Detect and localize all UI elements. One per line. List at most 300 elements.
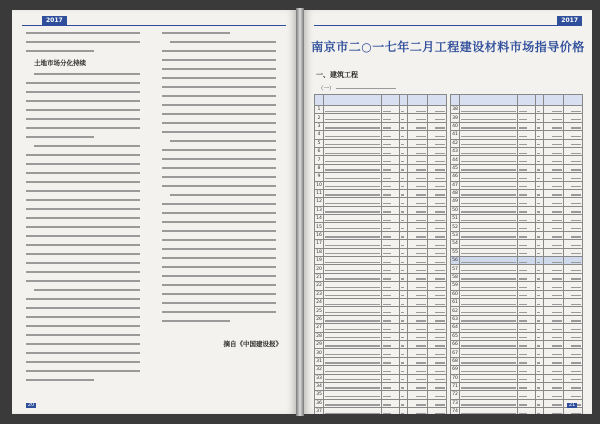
table-row	[451, 399, 583, 407]
table-cell	[460, 223, 518, 231]
table-row	[315, 131, 447, 139]
table-cell	[400, 248, 408, 256]
row-number: 11	[316, 191, 322, 197]
row-number: 58	[452, 275, 458, 280]
table-header-price-incl-tax	[544, 95, 564, 106]
table-cell	[428, 340, 447, 348]
table-cell	[408, 349, 428, 357]
row-number: 8	[315, 164, 324, 172]
table-cell	[428, 307, 447, 315]
table-cell	[382, 257, 400, 265]
table-cell	[408, 131, 428, 139]
table-cell	[460, 273, 518, 281]
table-row	[451, 257, 583, 265]
table-row	[451, 408, 583, 414]
row-number: 19	[316, 258, 322, 264]
table-cell	[564, 173, 583, 181]
table-cell	[428, 131, 447, 139]
table-cell	[400, 273, 408, 281]
table-cell	[536, 173, 544, 181]
table-cell	[518, 298, 536, 306]
table-cell	[400, 164, 408, 172]
table-cell	[536, 139, 544, 147]
table-cell	[460, 399, 518, 407]
table-cell	[324, 366, 382, 374]
table-cell	[408, 139, 428, 147]
table-cell	[382, 173, 400, 181]
table-cell	[324, 399, 382, 407]
table-row	[315, 307, 447, 315]
table-cell	[400, 114, 408, 122]
table-cell	[536, 181, 544, 189]
row-number: 68	[452, 358, 458, 364]
table-cell	[408, 298, 428, 306]
table-row	[315, 332, 447, 340]
table-cell	[536, 290, 544, 298]
table-cell	[460, 366, 518, 374]
row-number: 29	[316, 342, 322, 348]
table-cell	[564, 382, 583, 390]
table-cell	[460, 298, 518, 306]
row-number: 3	[315, 122, 324, 130]
table-cell	[564, 139, 583, 147]
table-cell	[382, 357, 400, 365]
table-cell	[428, 114, 447, 122]
row-number: 42	[452, 140, 458, 146]
table-cell	[408, 290, 428, 298]
table-cell	[428, 257, 447, 265]
table-cell	[544, 290, 564, 298]
table-cell	[408, 265, 428, 273]
table-cell	[536, 374, 544, 382]
table-cell	[518, 231, 536, 239]
price-table-left	[314, 94, 447, 414]
table-cell	[460, 215, 518, 223]
table-header-price-excl-tax	[564, 95, 583, 106]
table-cell	[460, 206, 518, 214]
table-cell	[408, 223, 428, 231]
table-cell	[460, 164, 518, 172]
table-cell	[400, 147, 408, 155]
table-cell	[544, 223, 564, 231]
table-cell	[408, 231, 428, 239]
table-cell	[408, 181, 428, 189]
table-row	[315, 257, 447, 265]
table-cell	[536, 332, 544, 340]
table-cell	[564, 408, 583, 414]
table-cell	[400, 156, 408, 164]
table-cell	[408, 257, 428, 265]
table-cell	[518, 114, 536, 122]
table-cell	[428, 173, 447, 181]
table-cell	[428, 298, 447, 306]
table-row	[451, 332, 583, 340]
table-cell	[518, 382, 536, 390]
table-cell	[544, 164, 564, 172]
table-cell	[408, 248, 428, 256]
table-cell	[564, 215, 583, 223]
table-cell	[428, 408, 447, 414]
table-cell	[400, 122, 408, 130]
table-cell	[382, 248, 400, 256]
table-cell	[564, 290, 583, 298]
table-cell	[428, 391, 447, 399]
table-cell	[324, 164, 382, 172]
row-number: 4	[315, 131, 324, 139]
table-cell	[518, 198, 536, 206]
table-cell	[460, 282, 518, 290]
table-row	[451, 290, 583, 298]
table-cell	[536, 198, 544, 206]
table-row	[315, 231, 447, 239]
table-cell	[536, 298, 544, 306]
table-cell	[428, 332, 447, 340]
table-row	[451, 164, 583, 172]
table-cell	[460, 240, 518, 248]
table-cell	[564, 122, 583, 130]
table-cell	[536, 324, 544, 332]
table-cell	[518, 106, 536, 114]
table-cell	[544, 399, 564, 407]
table-cell	[564, 332, 583, 340]
table-cell	[564, 265, 583, 273]
table-cell	[408, 206, 428, 214]
table-cell	[544, 340, 564, 348]
table-cell	[518, 139, 536, 147]
table-cell	[544, 366, 564, 374]
table-cell	[382, 349, 400, 357]
row-number: 9	[315, 173, 324, 181]
table-cell	[544, 189, 564, 197]
table-cell	[324, 307, 382, 315]
table-header-name	[460, 95, 518, 106]
row-number: 55	[452, 249, 458, 255]
table-cell	[408, 156, 428, 164]
table-cell	[536, 307, 544, 315]
table-cell	[400, 349, 408, 357]
table-cell	[428, 324, 447, 332]
table-cell	[544, 273, 564, 281]
row-number: 27	[316, 325, 322, 331]
row-number: 53	[452, 233, 458, 239]
table-cell	[400, 315, 408, 323]
table-cell	[536, 340, 544, 348]
table-cell	[460, 324, 518, 332]
table-row	[315, 223, 447, 231]
table-cell	[460, 106, 518, 114]
table-cell	[428, 223, 447, 231]
table-cell	[324, 198, 382, 206]
table-cell	[544, 131, 564, 139]
page-number: 20	[27, 402, 35, 408]
table-cell	[324, 349, 382, 357]
row-number: 10	[316, 182, 322, 188]
table-cell	[324, 265, 382, 273]
table-cell	[460, 307, 518, 315]
table-cell	[564, 366, 583, 374]
table-cell	[428, 349, 447, 357]
table-cell	[460, 173, 518, 181]
row-number: 25	[316, 308, 322, 314]
table-cell	[460, 374, 518, 382]
table-cell	[460, 349, 518, 357]
table-cell	[564, 248, 583, 256]
table-header-no	[451, 95, 460, 106]
table-cell	[382, 265, 400, 273]
table-cell	[408, 240, 428, 248]
table-row	[451, 349, 583, 357]
table-row	[451, 340, 583, 348]
table-cell	[536, 106, 544, 114]
table-cell	[382, 240, 400, 248]
table-cell	[408, 198, 428, 206]
row-number: 5	[315, 139, 324, 147]
table-cell	[544, 265, 564, 273]
table-cell	[408, 374, 428, 382]
table-cell	[428, 189, 447, 197]
table-cell	[564, 298, 583, 306]
row-number: 33	[316, 375, 322, 381]
table-cell	[518, 391, 536, 399]
table-cell	[324, 332, 382, 340]
table-cell	[400, 181, 408, 189]
table-cell	[408, 189, 428, 197]
table-cell	[382, 139, 400, 147]
table-cell	[536, 315, 544, 323]
table-cell	[428, 240, 447, 248]
table-cell	[400, 374, 408, 382]
table-row	[451, 382, 583, 390]
table-cell	[400, 257, 408, 265]
table-cell	[460, 181, 518, 189]
table-cell	[400, 131, 408, 139]
table-row	[315, 106, 447, 114]
table-cell	[382, 122, 400, 130]
table-row	[451, 248, 583, 256]
table-cell	[428, 273, 447, 281]
table-cell	[408, 382, 428, 390]
table-cell	[460, 114, 518, 122]
table-cell	[382, 282, 400, 290]
table-header-unit	[400, 95, 408, 106]
table-cell	[544, 391, 564, 399]
row-number: 23	[316, 291, 322, 297]
table-cell	[400, 399, 408, 407]
table-cell	[400, 391, 408, 399]
table-cell	[518, 282, 536, 290]
table-row	[315, 215, 447, 223]
table-cell	[460, 147, 518, 155]
row-number: 60	[452, 291, 458, 297]
table-cell	[544, 106, 564, 114]
table-cell	[408, 324, 428, 332]
left-page-footer	[26, 402, 39, 408]
row-number: 64	[452, 325, 458, 331]
spine-gutter	[296, 8, 304, 416]
row-number: 15	[316, 224, 322, 230]
table-cell	[428, 156, 447, 164]
row-number: 56	[452, 258, 458, 264]
table-row	[451, 215, 583, 223]
row-number: 31	[316, 358, 322, 364]
row-number: 32	[316, 367, 322, 373]
table-cell	[408, 408, 428, 414]
table-cell	[382, 332, 400, 340]
table-cell	[536, 131, 544, 139]
row-number: 14	[316, 216, 322, 222]
table-cell	[564, 206, 583, 214]
row-number: 48	[452, 191, 458, 197]
table-cell	[428, 206, 447, 214]
table-cell	[460, 408, 518, 414]
table-row	[451, 366, 583, 374]
table-cell	[564, 131, 583, 139]
table-cell	[564, 147, 583, 155]
table-cell	[564, 282, 583, 290]
row-number: 65	[452, 333, 458, 339]
table-cell	[382, 324, 400, 332]
table-cell	[428, 366, 447, 374]
table-cell	[382, 315, 400, 323]
table-cell	[324, 215, 382, 223]
table-cell	[518, 215, 536, 223]
table-row	[451, 324, 583, 332]
table-cell	[382, 223, 400, 231]
table-cell	[382, 366, 400, 374]
table-row	[451, 307, 583, 315]
table-cell	[544, 332, 564, 340]
row-number: 63	[452, 316, 458, 322]
table-cell	[564, 231, 583, 239]
table-cell	[544, 374, 564, 382]
table-cell	[324, 408, 382, 414]
row-number: 61	[452, 300, 458, 306]
row-number: 69	[452, 367, 458, 373]
table-cell	[536, 206, 544, 214]
header-rule	[314, 25, 582, 26]
table-cell	[536, 215, 544, 223]
table-cell	[324, 391, 382, 399]
table-cell	[518, 206, 536, 214]
table-cell	[518, 315, 536, 323]
table-cell	[518, 340, 536, 348]
section-heading: 一、建筑工程	[316, 71, 358, 79]
table-cell	[544, 257, 564, 265]
table-row	[451, 223, 583, 231]
table-cell	[324, 181, 382, 189]
table-cell	[324, 231, 382, 239]
table-cell	[400, 408, 408, 414]
table-cell	[518, 332, 536, 340]
table-cell	[324, 324, 382, 332]
table-cell	[518, 181, 536, 189]
table-cell	[400, 240, 408, 248]
row-number: 39	[452, 115, 458, 121]
table-cell	[400, 223, 408, 231]
table-cell	[518, 122, 536, 130]
table-cell	[564, 156, 583, 164]
table-row	[451, 181, 583, 189]
table-cell	[408, 273, 428, 281]
table-cell	[324, 290, 382, 298]
table-row	[315, 374, 447, 382]
row-number: 50	[452, 207, 458, 213]
table-cell	[324, 248, 382, 256]
table-cell	[518, 408, 536, 414]
table-row	[315, 324, 447, 332]
table-cell	[428, 139, 447, 147]
table-cell	[544, 147, 564, 155]
table-cell	[382, 215, 400, 223]
table-cell	[536, 114, 544, 122]
table-row	[451, 240, 583, 248]
table-cell	[382, 290, 400, 298]
header-rule	[22, 25, 286, 26]
table-cell	[564, 164, 583, 172]
table-cell	[536, 248, 544, 256]
table-cell	[382, 391, 400, 399]
table-cell	[460, 290, 518, 298]
header-issue: 2017	[561, 17, 578, 24]
row-number: 24	[316, 300, 322, 306]
table-cell	[544, 114, 564, 122]
table-cell	[382, 131, 400, 139]
table-cell	[460, 340, 518, 348]
table-cell	[408, 366, 428, 374]
table-cell	[408, 357, 428, 365]
table-cell	[428, 164, 447, 172]
table-cell	[564, 307, 583, 315]
row-number: 21	[316, 275, 322, 280]
table-row	[451, 231, 583, 239]
table-cell	[382, 408, 400, 414]
row-number: 47	[452, 182, 458, 188]
table-cell	[324, 189, 382, 197]
table-cell	[408, 106, 428, 114]
table-cell	[400, 332, 408, 340]
table-cell	[536, 282, 544, 290]
table-row	[315, 139, 447, 147]
table-cell	[324, 315, 382, 323]
table-cell	[382, 273, 400, 281]
table-cell	[408, 215, 428, 223]
table-cell	[544, 324, 564, 332]
table-row	[315, 290, 447, 298]
table-cell	[536, 164, 544, 172]
page-title: 南京市二○一七年二月工程建设材料市场指导价格	[311, 40, 585, 54]
table-cell	[382, 181, 400, 189]
row-number: 2	[315, 114, 324, 122]
table-row	[451, 189, 583, 197]
table-cell	[544, 298, 564, 306]
table-cell	[428, 181, 447, 189]
row-number: 13	[316, 207, 322, 213]
table-cell	[408, 399, 428, 407]
table-cell	[460, 231, 518, 239]
table-cell	[518, 248, 536, 256]
table-row	[315, 181, 447, 189]
table-cell	[518, 173, 536, 181]
table-cell	[460, 391, 518, 399]
table-cell	[460, 139, 518, 147]
table-cell	[400, 206, 408, 214]
row-number: 18	[316, 249, 322, 255]
row-number: 72	[452, 392, 458, 398]
table-cell	[382, 106, 400, 114]
table-row	[451, 156, 583, 164]
table-cell	[428, 215, 447, 223]
table-cell	[544, 173, 564, 181]
